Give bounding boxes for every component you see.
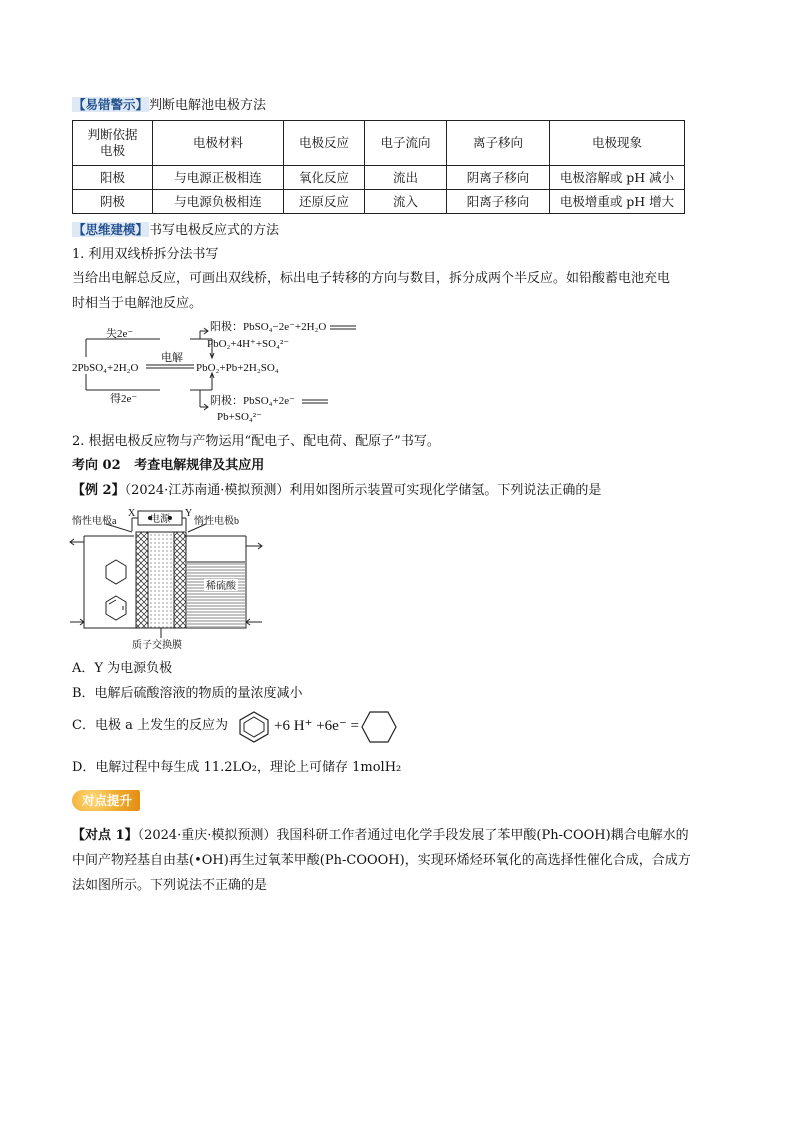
gain-electron-label: 得2e⁻ <box>110 393 138 405</box>
cathode-products: Pb+SO₄²⁻ <box>217 411 262 423</box>
section-title: 书写电极反应式的方法 <box>149 223 280 238</box>
cyclohexane-structure-icon <box>360 710 398 744</box>
option-c <box>72 716 228 744</box>
practice-badge-label: 对点提升 <box>72 790 140 811</box>
exercise-1-line: 法如图所示。下列说法不正确的是 <box>72 878 268 893</box>
section-title: 判断电解池电极方法 <box>149 98 267 113</box>
table-row-label: 阴极 <box>73 190 153 214</box>
table-header-cell: 电极反应 <box>284 121 365 166</box>
electrode-b-label: 惰性电极b <box>194 516 239 527</box>
terminal-x-label: X <box>128 508 136 519</box>
power-source-label: 电源 <box>150 514 170 525</box>
practice-badge <box>72 790 140 809</box>
section-heading-thinking-model <box>72 220 279 241</box>
topic-heading <box>72 456 264 476</box>
anode-products: PbO₂+4H⁺+SO₄²⁻ <box>207 338 290 350</box>
table-cell: 阴离子移向 <box>447 166 550 190</box>
example-text: （2024·江苏南通·模拟预测）利用如图所示装置可实现化学储氢。下列说法正确的是 <box>124 483 602 498</box>
electrolysis-apparatus-diagram <box>66 506 316 654</box>
option-d: D．电解过程中每生成 11.2LO₂，理论上可储存 1molH₂ <box>72 760 402 775</box>
table-cell: 与电源负极相连 <box>153 190 284 214</box>
example-2-question <box>72 481 601 501</box>
paragraph-line: 当给出电解总反应，可画出双线桥，标出电子转移的方向与数目，拆分成两个半反应。如铅酸蓄电池充电 <box>72 271 671 286</box>
paragraph-line: 时相当于电解池反应。 <box>72 296 203 311</box>
equation-rhs: PbO₂+Pb+2H₂SO₄ <box>196 362 279 374</box>
benzene-structure-icon <box>236 710 272 744</box>
exercise-label: 【对点 1】 <box>72 828 138 843</box>
table-cell: 流入 <box>365 190 447 214</box>
option-b: B．电解后硫酸溶液的物质的量浓度减小 <box>72 686 303 701</box>
table-header-cell: 电极现象 <box>550 121 685 166</box>
table-row <box>73 190 685 214</box>
exercise-1-line <box>72 826 689 846</box>
option-c-text: C．电极 a 上发生的反应为 <box>72 718 228 733</box>
table-row-label: 阳极 <box>73 166 153 190</box>
lose-electron-label: 失2e⁻ <box>106 328 134 340</box>
method-item-2: 2. 根据电极反应物与产物运用“配电子、配电荷、配原子”书写。 <box>72 434 440 449</box>
sulfuric-acid-label: 稀硫酸 <box>206 581 236 592</box>
table-cell: 还原反应 <box>284 190 365 214</box>
topic-title: 考查电解规律及其应用 <box>134 458 265 473</box>
example-label: 【例 2】 <box>72 483 125 498</box>
method-item-1: 1. 利用双线桥拆分法书写 <box>72 247 219 262</box>
table-header-cell: 电极材料 <box>153 121 284 166</box>
exercise-text: （2024·重庆·模拟预测）我国科研工作者通过电化学手段发展了苯甲酸(Ph-COOH)耦合电解水的 <box>137 828 689 843</box>
header-electrode: 电极 <box>99 143 125 158</box>
electrode-comparison-table <box>72 120 685 214</box>
electrolysis-condition: 电解 <box>161 352 183 364</box>
double-line-bridge-diagram <box>60 316 370 426</box>
header-basis: 判断依据 <box>87 127 138 142</box>
table-cell: 流出 <box>365 166 447 190</box>
option-a: A．Y 为电源负极 <box>72 661 173 676</box>
section-heading-error-warning <box>72 95 266 116</box>
table-cell: 氧化反应 <box>284 166 365 190</box>
exercise-1-line: 中间产物羟基自由基(•OH)再生过氧苯甲酸(Ph-COOOH)，实现环烯烃环氧化的高选择性催化合成，合成方 <box>72 853 691 868</box>
table-header-row <box>73 121 685 166</box>
cathode-equation: 阴极：PbSO₄+2e⁻ <box>210 395 295 407</box>
electrode-a-label: 惰性电极a <box>72 516 117 527</box>
proton-membrane-label: 质子交换膜 <box>132 640 182 651</box>
table-row <box>73 166 685 190</box>
table-header-cell: 电子流向 <box>365 121 447 166</box>
anode-equation: 阳极：PbSO₄−2e⁻+2H₂O <box>210 321 327 333</box>
table-cell: 阳离子移向 <box>447 190 550 214</box>
table-cell: 与电源正极相连 <box>153 166 284 190</box>
table-corner-cell <box>73 121 153 166</box>
option-c-equation: +6 H⁺ +6e⁻ = <box>274 718 359 734</box>
tag-thinking-model: 【思维建模】 <box>73 222 149 237</box>
equation-lhs: 2PbSO₄+2H₂O <box>72 362 139 374</box>
table-cell: 电极溶解或 pH 减小 <box>550 166 685 190</box>
table-header-cell: 离子移向 <box>447 121 550 166</box>
table-cell: 电极增重或 pH 增大 <box>550 190 685 214</box>
topic-number: 考向 02 <box>72 458 121 473</box>
terminal-y-label: Y <box>185 508 193 519</box>
tag-error-warning: 【易错警示】 <box>73 97 149 112</box>
